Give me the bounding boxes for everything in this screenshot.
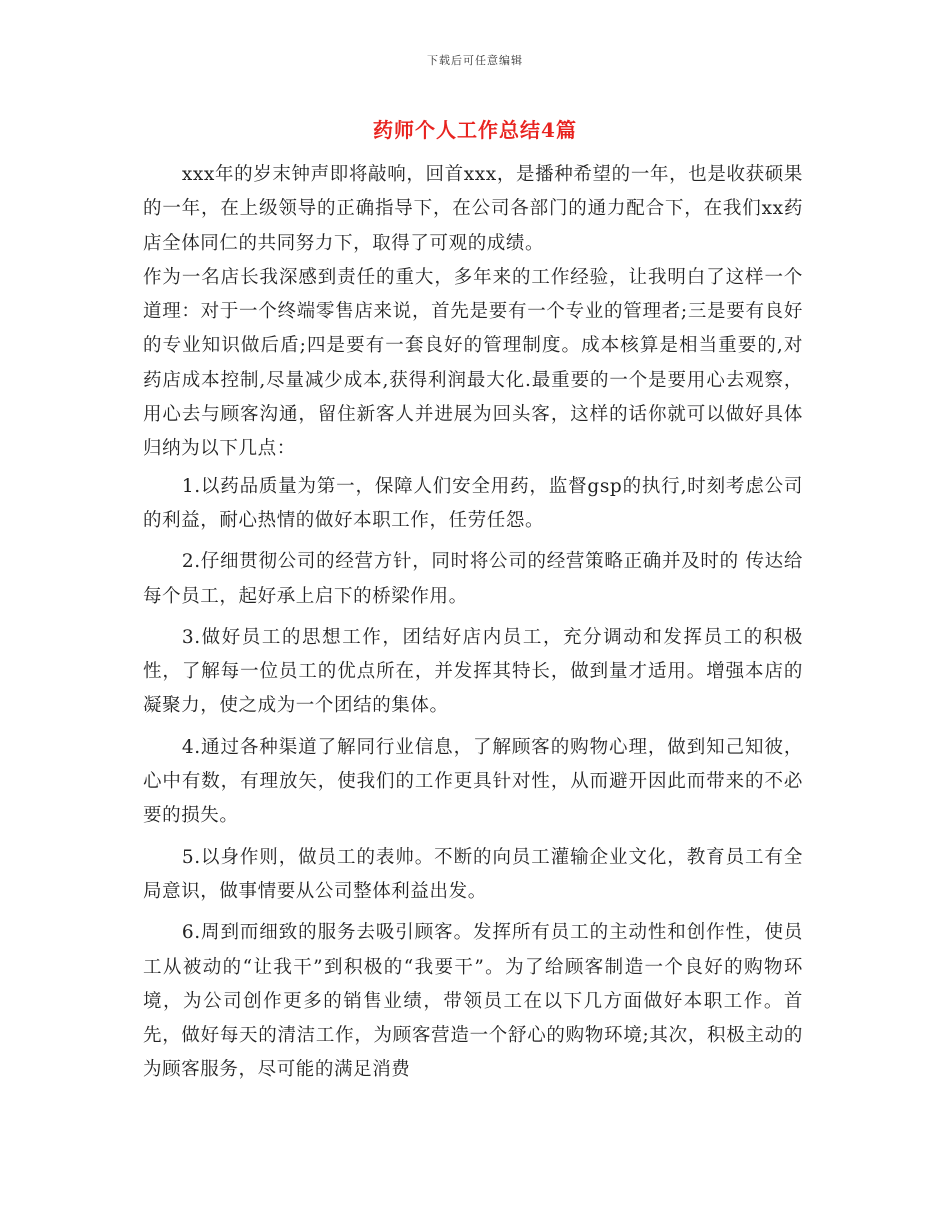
list-item-5: 5.以身作则，做员工的表帅。不断的向员工灌输企业文化，教育员工有全局意识，做事情要从公司整体利益出发。 <box>143 846 803 902</box>
document-title: 药师个人工作总结4篇 <box>373 118 577 142</box>
list-item-3: 3.做好员工的思想工作，团结好店内员工，充分调动和发挥员工的积极性，了解每一位员工的优点所在，并发挥其特长，做到量才适用。增强本店的凝聚力，使之成为一个团结的集体。 <box>143 626 803 717</box>
page-header: 下载后可任意编辑 <box>427 54 523 67</box>
intro-paragraph: xxx年的岁末钟声即将敲响，回首xxx，是播种希望的一年，也是收获硕果的一年，在上级领导的正确指导下，在公司各部门的通力配合下，在我们xx药店全体同仁的共同努力下，取得了可观的成绩。 <box>143 164 803 254</box>
list-item-4: 4.通过各种渠道了解同行业信息，了解顾客的购物心理，做到知己知彼，心中有数，有理放矢，使我们的工作更具针对性，从而避开因此而带来的不必要的损失。 <box>143 736 803 827</box>
list-item-6: 6.周到而细致的服务去吸引顾客。发挥所有员工的主动性和创作性，使员工从被动的“让我干”到积极的“我要干”。为了给顾客制造一个良好的购物环境，为公司创作更多的销售业绩，带领员工在以下几方面做好本职工作。首先，做好每天的清洁工作，为顾客营造一个舒心的购物环境;其次，积极主动的为顾客服务，尽可能的满足消费 <box>143 922 803 1081</box>
list-item-1: 1.以药品质量为第一，保障人们安全用药，监督gsp的执行,时刻考虑公司的利益，耐心热情的做好本职工作，任劳任怨。 <box>143 475 803 531</box>
numbered-list <box>143 470 803 1088</box>
body-paragraph: 作为一名店长我深感到责任的重大，多年来的工作经验，让我明白了这样一个道理：对于一个终端零售店来说，首先是要有一个专业的管理者;三是要有良好的专业知识做后盾;四是要有一套良好的管理制度。成本核算是相当重要的,对药店成本控制,尽量减少成本,获得利润最大化.最重要的一个是要用心去观察，用心去与顾客沟通，留住新客人并进展为回头客，这样的话你就可以做好具体归纳为以下几点： <box>143 266 803 460</box>
list-item-2: 2.仔细贯彻公司的经营方针，同时将公司的经营策略正确并及时的 传达给每个员工，起好承上启下的桥梁作用。 <box>143 551 803 607</box>
document-body <box>143 158 803 1095</box>
